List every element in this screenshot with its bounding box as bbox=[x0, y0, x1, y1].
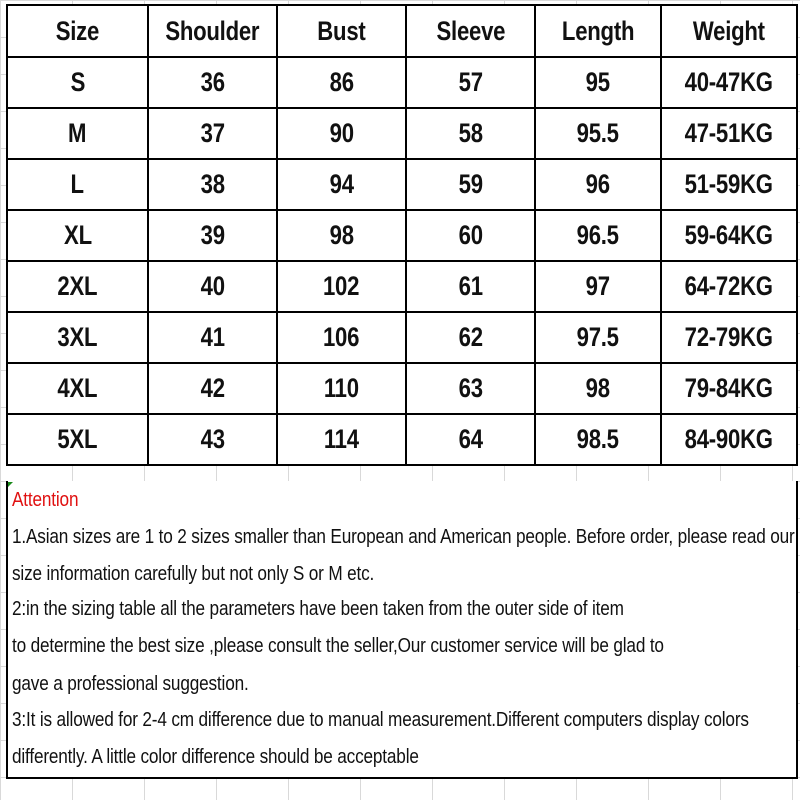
cell-bust: 110 bbox=[277, 363, 406, 414]
table-row bbox=[7, 210, 797, 261]
cell-shoulder: 42 bbox=[148, 363, 277, 414]
cell-length: 95 bbox=[535, 57, 661, 108]
cell-length: 97.5 bbox=[535, 312, 661, 363]
note-line: gave a professional suggestion. bbox=[12, 673, 249, 695]
cell-sleeve: 62 bbox=[406, 312, 535, 363]
cell-weight: 47-51KG bbox=[661, 108, 797, 159]
cell-shoulder: 39 bbox=[148, 210, 277, 261]
table-row bbox=[7, 414, 797, 465]
cell-bust: 114 bbox=[277, 414, 406, 465]
cell-size: XL bbox=[7, 210, 148, 261]
note-line: size information carefully but not only S or M etc. bbox=[12, 563, 375, 585]
cell-bust: 102 bbox=[277, 261, 406, 312]
cell-weight: 59-64KG bbox=[661, 210, 797, 261]
table-header-row bbox=[7, 5, 797, 57]
cell-sleeve: 58 bbox=[406, 108, 535, 159]
table-row bbox=[7, 312, 797, 363]
cell-weight: 51-59KG bbox=[661, 159, 797, 210]
header-shoulder: Shoulder bbox=[148, 5, 277, 57]
cell-bust: 106 bbox=[277, 312, 406, 363]
cell-sleeve: 63 bbox=[406, 363, 535, 414]
cell-length: 98.5 bbox=[535, 414, 661, 465]
cell-bust: 94 bbox=[277, 159, 406, 210]
cell-weight: 64-72KG bbox=[661, 261, 797, 312]
note-line: to determine the best size ,please consult the seller,Our customer service will be glad to bbox=[12, 635, 664, 657]
note-line: 2:in the sizing table all the parameters have been taken from the outer side of item bbox=[12, 598, 624, 620]
cell-size: 3XL bbox=[7, 312, 148, 363]
cell-shoulder: 38 bbox=[148, 159, 277, 210]
cell-bust: 98 bbox=[277, 210, 406, 261]
header-sleeve: Sleeve bbox=[406, 5, 535, 57]
header-size: Size bbox=[7, 5, 148, 57]
cell-shoulder: 41 bbox=[148, 312, 277, 363]
cell-weight: 72-79KG bbox=[661, 312, 797, 363]
cell-sleeve: 60 bbox=[406, 210, 535, 261]
table-row bbox=[7, 363, 797, 414]
cell-size: 2XL bbox=[7, 261, 148, 312]
note-line: 3:It is allowed for 2-4 cm difference due to manual measurement.Different computers display colors bbox=[12, 709, 749, 731]
cell-size: 4XL bbox=[7, 363, 148, 414]
attention-notes-box bbox=[6, 481, 798, 779]
cell-size: M bbox=[7, 108, 148, 159]
header-weight: Weight bbox=[661, 5, 797, 57]
cell-size: S bbox=[7, 57, 148, 108]
table-row bbox=[7, 159, 797, 210]
cell-weight: 79-84KG bbox=[661, 363, 797, 414]
cell-shoulder: 37 bbox=[148, 108, 277, 159]
cell-bust: 86 bbox=[277, 57, 406, 108]
cell-shoulder: 43 bbox=[148, 414, 277, 465]
cell-length: 98 bbox=[535, 363, 661, 414]
table-row bbox=[7, 261, 797, 312]
note-line: 1.Asian sizes are 1 to 2 sizes smaller than European and American people. Before order, please read our bbox=[12, 526, 795, 548]
cell-weight: 84-90KG bbox=[661, 414, 797, 465]
cell-weight: 40-47KG bbox=[661, 57, 797, 108]
header-bust: Bust bbox=[277, 5, 406, 57]
cell-sleeve: 59 bbox=[406, 159, 535, 210]
cell-shoulder: 40 bbox=[148, 261, 277, 312]
header-length: Length bbox=[535, 5, 661, 57]
cell-size: 5XL bbox=[7, 414, 148, 465]
cell-shoulder: 36 bbox=[148, 57, 277, 108]
cell-bust: 90 bbox=[277, 108, 406, 159]
attention-heading: Attention bbox=[12, 489, 79, 511]
cell-length: 95.5 bbox=[535, 108, 661, 159]
size-chart-table bbox=[6, 4, 798, 466]
cell-comment-indicator-icon bbox=[8, 482, 13, 487]
cell-sleeve: 57 bbox=[406, 57, 535, 108]
table-row bbox=[7, 108, 797, 159]
cell-sleeve: 61 bbox=[406, 261, 535, 312]
cell-length: 96 bbox=[535, 159, 661, 210]
cell-length: 97 bbox=[535, 261, 661, 312]
note-line: differently. A little color difference should be acceptable bbox=[12, 746, 419, 768]
cell-size: L bbox=[7, 159, 148, 210]
cell-sleeve: 64 bbox=[406, 414, 535, 465]
cell-length: 96.5 bbox=[535, 210, 661, 261]
table-row bbox=[7, 57, 797, 108]
